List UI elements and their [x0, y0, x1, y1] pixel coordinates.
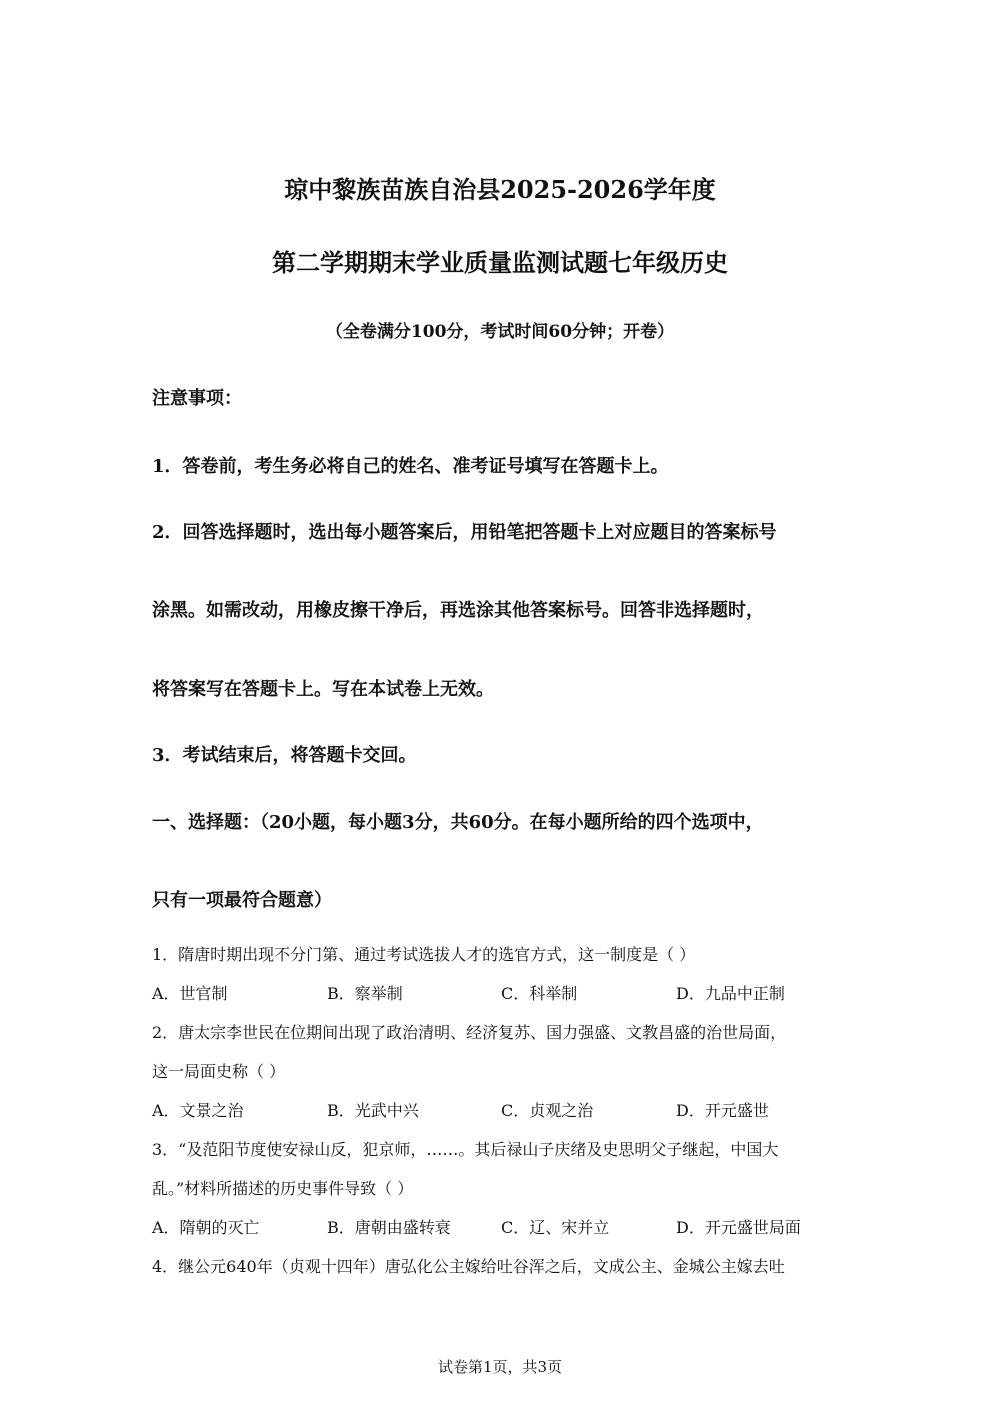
exam-info: （全卷满分100分，考试时间60分钟；开卷）: [325, 322, 675, 342]
question-4-text-line1: 4．继公元640年（贞观十四年）唐弘化公主嫁给吐谷浑之后，文成公主、金城公主嫁去吐: [152, 1257, 785, 1276]
note-item-3: 3．考试结束后，将答题卡交回。: [152, 745, 417, 766]
question-2-option-d: D．开元盛世: [676, 1101, 769, 1120]
notes-heading: 注意事项：: [152, 388, 242, 409]
question-2-option-a: A．文景之治: [152, 1101, 244, 1120]
question-1-option-a: A．世官制: [152, 984, 228, 1003]
question-3-text-line2: 乱。”材料所描述的历史事件导致（ ）: [152, 1179, 414, 1198]
question-2-text-line1: 2．唐太宗李世民在位期间出现了政治清明、经济复苏、国力强盛、文教昌盛的治世局面，: [152, 1023, 787, 1042]
exam-title-line1: 琼中黎族苗族自治县2025-2026学年度: [284, 175, 716, 204]
note-item-1: 1．答卷前，考生务必将自己的姓名、准考证号填写在答题卡上。: [152, 456, 669, 477]
note-item-2-line2: 涂黑。如需改动，用橡皮擦干净后，再选涂其他答案标号。回答非选择题时，: [152, 600, 764, 621]
question-3-option-a: A．隋朝的灭亡: [152, 1218, 260, 1237]
note-item-2-line1: 2．回答选择题时，选出每小题答案后，用铅笔把答题卡上对应题目的答案标号: [152, 522, 777, 543]
exam-title-line2: 第二学期期末学业质量监测试题七年级历史: [272, 248, 728, 277]
question-3-option-d: D．开元盛世局面: [676, 1218, 801, 1237]
note-item-2-line3: 将答案写在答题卡上。写在本试卷上无效。: [152, 679, 494, 700]
question-2-option-c: C．贞观之治: [501, 1101, 594, 1120]
question-3-option-c: C．辽、宋并立: [501, 1218, 610, 1237]
section-heading-line1: 一、选择题：（20小题，每小题3分，共60分。在每小题所给的四个选项中，: [152, 812, 764, 833]
question-1-text: 1．隋唐时期出现不分门第、通过考试选拔人才的选官方式，这一制度是（ ）: [152, 945, 696, 964]
question-3-text-line1: 3．“及范阳节度使安禄山反，犯京师，……。其后禄山子庆绪及史思明父子继起，中国大: [152, 1140, 779, 1159]
page-footer: 试卷第1页，共3页: [437, 1358, 563, 1376]
question-2-text-line2: 这一局面史称（ ）: [152, 1062, 286, 1081]
question-1-option-c: C．科举制: [501, 984, 578, 1003]
question-1-option-d: D．九品中正制: [676, 984, 785, 1003]
question-3-option-b: B．唐朝由盛转衰: [327, 1218, 451, 1237]
question-1-option-b: B．察举制: [327, 984, 403, 1003]
section-heading-line2: 只有一项最符合题意）: [152, 890, 332, 911]
question-2-option-b: B．光武中兴: [327, 1101, 419, 1120]
